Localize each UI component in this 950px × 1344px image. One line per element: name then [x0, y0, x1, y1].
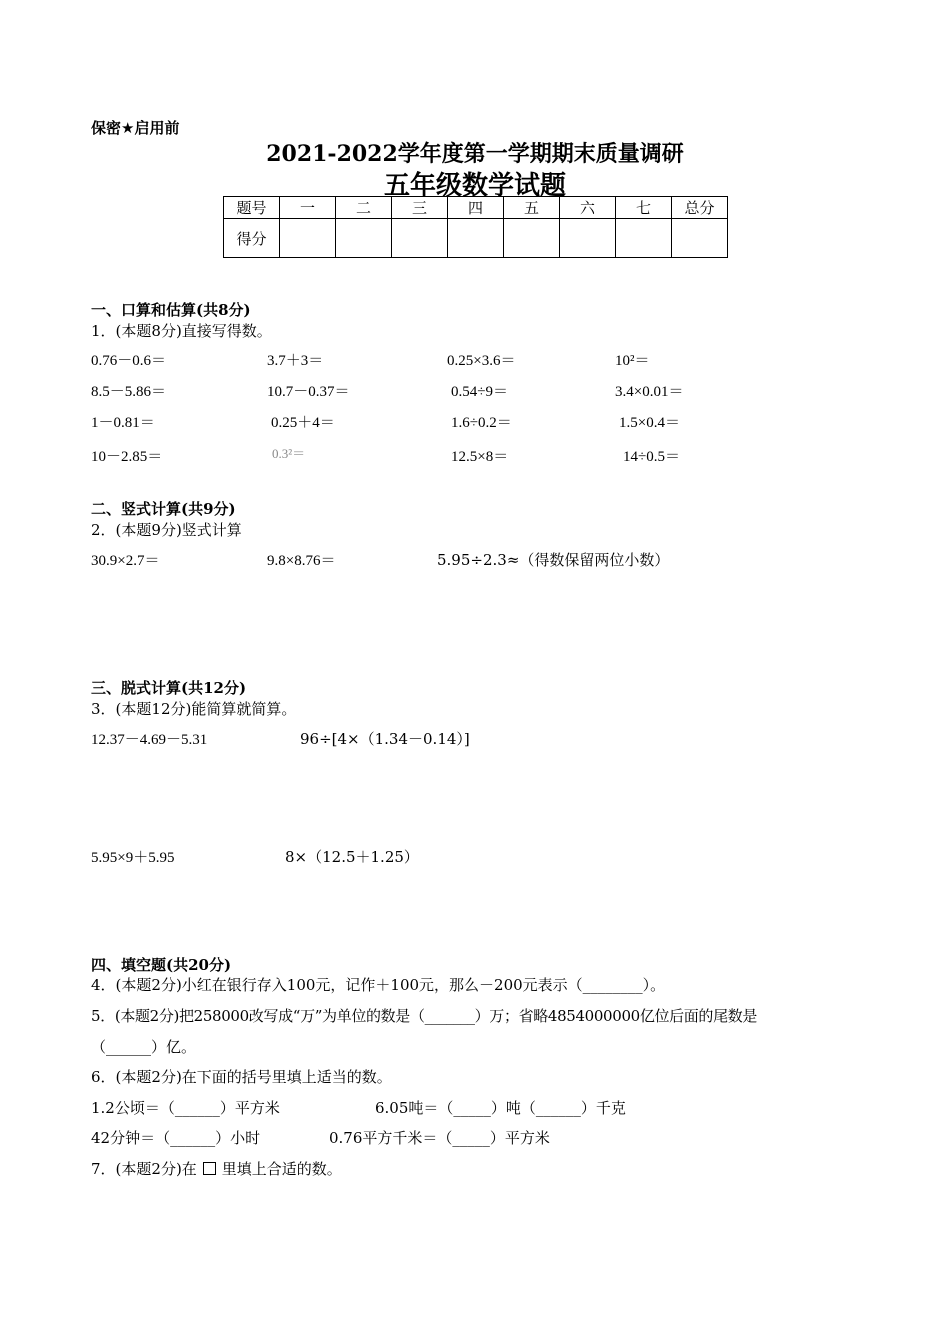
calc-item: 10－2.85＝: [91, 449, 163, 465]
score-table-cell: 一: [280, 197, 336, 219]
section-2-heading: 二、竖式计算(共9分): [91, 500, 236, 518]
question-3: 3．(本题12分)能简算就简算。: [91, 700, 297, 718]
score-input-cell[interactable]: [504, 219, 560, 258]
section-4-heading: 四、填空题(共20分): [91, 956, 232, 974]
score-table-cell: 五: [504, 197, 560, 219]
exam-subtitle: 五年级数学试题: [383, 171, 566, 201]
calc-item: 5.95×9＋5.95: [91, 850, 175, 866]
score-input-cell[interactable]: [560, 219, 616, 258]
score-table-cell: 六: [560, 197, 616, 219]
score-input-cell[interactable]: [448, 219, 504, 258]
question-2: 2．(本题9分)竖式计算: [91, 521, 242, 539]
score-input-cell[interactable]: [616, 219, 672, 258]
score-input-cell[interactable]: [392, 219, 448, 258]
exam-title: 2021-2022学年度第一学期期末质量调研: [266, 141, 684, 167]
calc-item: 0.25×3.6＝: [447, 353, 516, 369]
score-table-score-row: [224, 219, 728, 258]
score-input-cell[interactable]: [280, 219, 336, 258]
calc-item: 10²＝: [615, 353, 650, 369]
score-row-label: 得分: [224, 219, 280, 258]
calc-item: 3.4×0.01＝: [615, 384, 684, 400]
question-7-suffix: 里填上合适的数。: [221, 1160, 342, 1178]
question-1: 1．(本题8分)直接写得数。: [91, 322, 272, 340]
score-table-cell: 三: [392, 197, 448, 219]
calc-item: 8.5－5.86＝: [91, 384, 167, 400]
calc-item: 0.3²＝: [272, 446, 306, 461]
score-table-header-row: [224, 197, 728, 219]
calc-item: 96÷[4×（1.34－0.14）]: [300, 730, 470, 748]
fill-item: 0.76平方千米＝（_____）平方米: [329, 1129, 550, 1147]
calc-item: 8×（12.5＋1.25）: [285, 848, 419, 866]
score-table-cell: 二: [336, 197, 392, 219]
calc-item: 1.5×0.4＝: [619, 415, 680, 431]
score-table-cell: 七: [616, 197, 672, 219]
fill-item: 6.05吨＝（_____）吨（______）千克: [375, 1099, 626, 1117]
calc-item: 1－0.81＝: [91, 415, 155, 431]
question-6: 6．(本题2分)在下面的括号里填上适当的数。: [91, 1068, 392, 1086]
calc-item: 5.95÷2.3≈（得数保留两位小数）: [437, 551, 670, 569]
calc-item: 3.7＋3＝: [267, 353, 324, 369]
calc-item: 1.6÷0.2＝: [451, 415, 512, 431]
calc-item: 0.76－0.6＝: [91, 353, 167, 369]
score-input-cell[interactable]: [336, 219, 392, 258]
answer-box[interactable]: [203, 1162, 216, 1175]
question-5-line1: 5．(本题2分)把258000改写成“万”为单位的数是（_______）万；省略4854000000亿位后面的尾数是: [91, 1007, 758, 1025]
score-table-cell: 题号: [224, 197, 280, 219]
score-input-cell[interactable]: [672, 219, 728, 258]
calc-item: 14÷0.5＝: [623, 449, 680, 465]
section-3-heading: 三、脱式计算(共12分): [91, 679, 247, 697]
score-table-cell: 四: [448, 197, 504, 219]
question-5-line2: （______）亿。: [91, 1038, 197, 1056]
calc-item: 12.5×8＝: [451, 449, 509, 465]
score-table: [223, 196, 728, 258]
fill-item: 42分钟＝（______）小时: [91, 1129, 261, 1147]
section-1-heading: 一、口算和估算(共8分): [91, 301, 251, 319]
confidential-label: 保密★启用前: [91, 119, 180, 137]
fill-item: 1.2公顷＝（______）平方米: [91, 1099, 280, 1117]
score-table-cell: 总分: [672, 197, 728, 219]
question-7-prefix: 7．(本题2分)在: [91, 1160, 197, 1178]
calc-item: 10.7－0.37＝: [267, 384, 350, 400]
calc-item: 0.54÷9＝: [451, 384, 508, 400]
question-7: [91, 1158, 342, 1179]
calc-item: 9.8×8.76＝: [267, 553, 336, 569]
calc-item: 0.25＋4＝: [271, 415, 335, 431]
question-4: 4．(本题2分)小红在银行存入100元，记作＋100元，那么－200元表示（________）。: [91, 976, 666, 994]
calc-item: 30.9×2.7＝: [91, 553, 160, 569]
calc-item: 12.37－4.69－5.31: [91, 732, 208, 748]
